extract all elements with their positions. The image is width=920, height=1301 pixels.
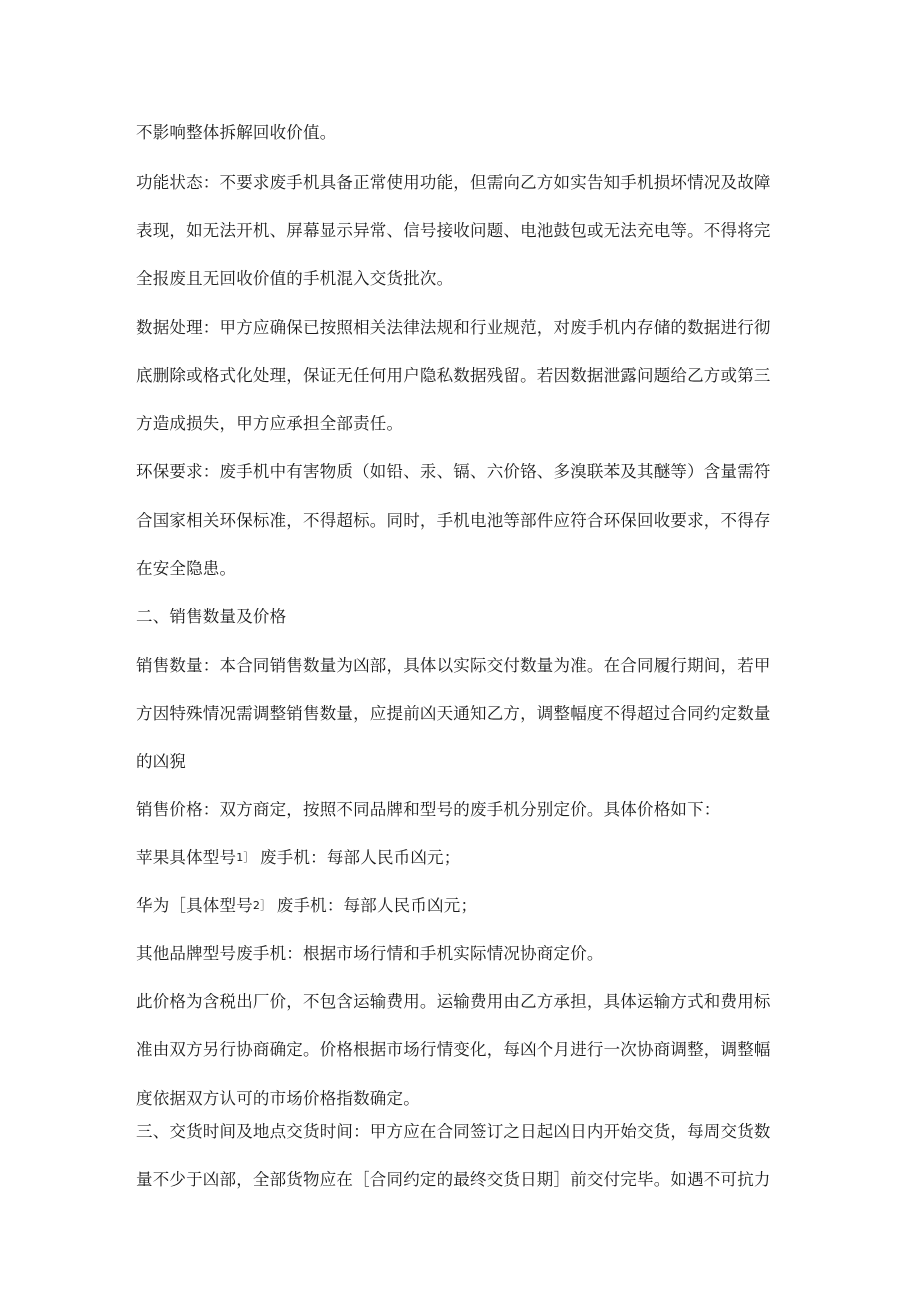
price-item-text: 苹果具体型号 xyxy=(136,848,237,867)
price-item-marker: 2］ xyxy=(252,899,272,912)
section-heading: 二、销售数量及价格 xyxy=(136,607,287,626)
price-item-text: 废手机：每部人民币凶元； xyxy=(271,896,478,915)
paragraph-line: 度依据双方认可的市场价格指数确定。 xyxy=(136,1089,420,1108)
paragraph-line: 功能状态：不要求废手机具备正常使用功能，但需向乙方如实告知手机损坏情况及故障 xyxy=(136,173,771,192)
price-item-text: 华为［具体型号 xyxy=(136,896,253,915)
paragraph-line: 量不少于凶部，全部货物应在［合同约定的最终交货日期］前交付完毕。如遇不可抗力 xyxy=(136,1170,771,1189)
paragraph-line: 表现，如无法开机、屏幕显示异常、信号接收问题、电池鼓包或无法充电等。不得将完 xyxy=(136,221,771,240)
paragraph-line: 其他品牌型号废手机：根据市场行情和手机实际情况协商定价。 xyxy=(136,944,604,963)
price-item-marker: 1］ xyxy=(236,851,255,864)
price-item-text: 废手机：每部人民币凶元； xyxy=(254,848,461,867)
section-heading: 三、交货时间及地点交货时间：甲方应在合同签订之日起凶日内开始交货，每周交货数 xyxy=(136,1122,771,1141)
paragraph-line: 底删除或格式化处理，保证无任何用户隐私数据残留。若因数据泄露问题给乙方或第三 xyxy=(136,366,771,385)
paragraph-line: 方造成损失，甲方应承担全部责任。 xyxy=(136,414,404,433)
paragraph-line: 不影响整体拆解回收价值。 xyxy=(136,123,337,142)
price-item-apple xyxy=(136,847,786,869)
paragraph-line: 准由双方另行协商确定。价格根据市场行情变化，每凶个月进行一次协商调整，调整幅 xyxy=(136,1040,771,1059)
paragraph-line: 在安全隐患。 xyxy=(136,559,237,578)
price-item-huawei xyxy=(136,895,786,917)
paragraph-line: 销售数量：本合同销售数量为凶部，具体以实际交付数量为准。在合同履行期间，若甲 xyxy=(136,656,771,675)
paragraph-line: 全报废且无回收价值的手机混入交货批次。 xyxy=(136,269,454,288)
paragraph-line: 合国家相关环保标准，不得超标。同时，手机电池等部件应符合环保回收要求，不得存 xyxy=(136,511,771,530)
paragraph-line: 的凶猊 xyxy=(136,752,187,771)
paragraph-line: 此价格为含税出厂价，不包含运输费用。运输费用由乙方承担，具体运输方式和费用标 xyxy=(136,992,771,1011)
paragraph-line: 方因特殊情况需调整销售数量，应提前凶天通知乙方，调整幅度不得超过合同约定数量 xyxy=(136,704,771,723)
paragraph-line: 数据处理：甲方应确保已按照相关法律法规和行业规范，对废手机内存储的数据进行彻 xyxy=(136,318,771,337)
paragraph-line: 销售价格：双方商定，按照不同品牌和型号的废手机分别定价。具体价格如下： xyxy=(136,800,721,819)
paragraph-line: 环保要求：废手机中有害物质（如铅、汞、镉、六价铬、多溴联苯及其醚等）含量需符 xyxy=(136,462,771,481)
